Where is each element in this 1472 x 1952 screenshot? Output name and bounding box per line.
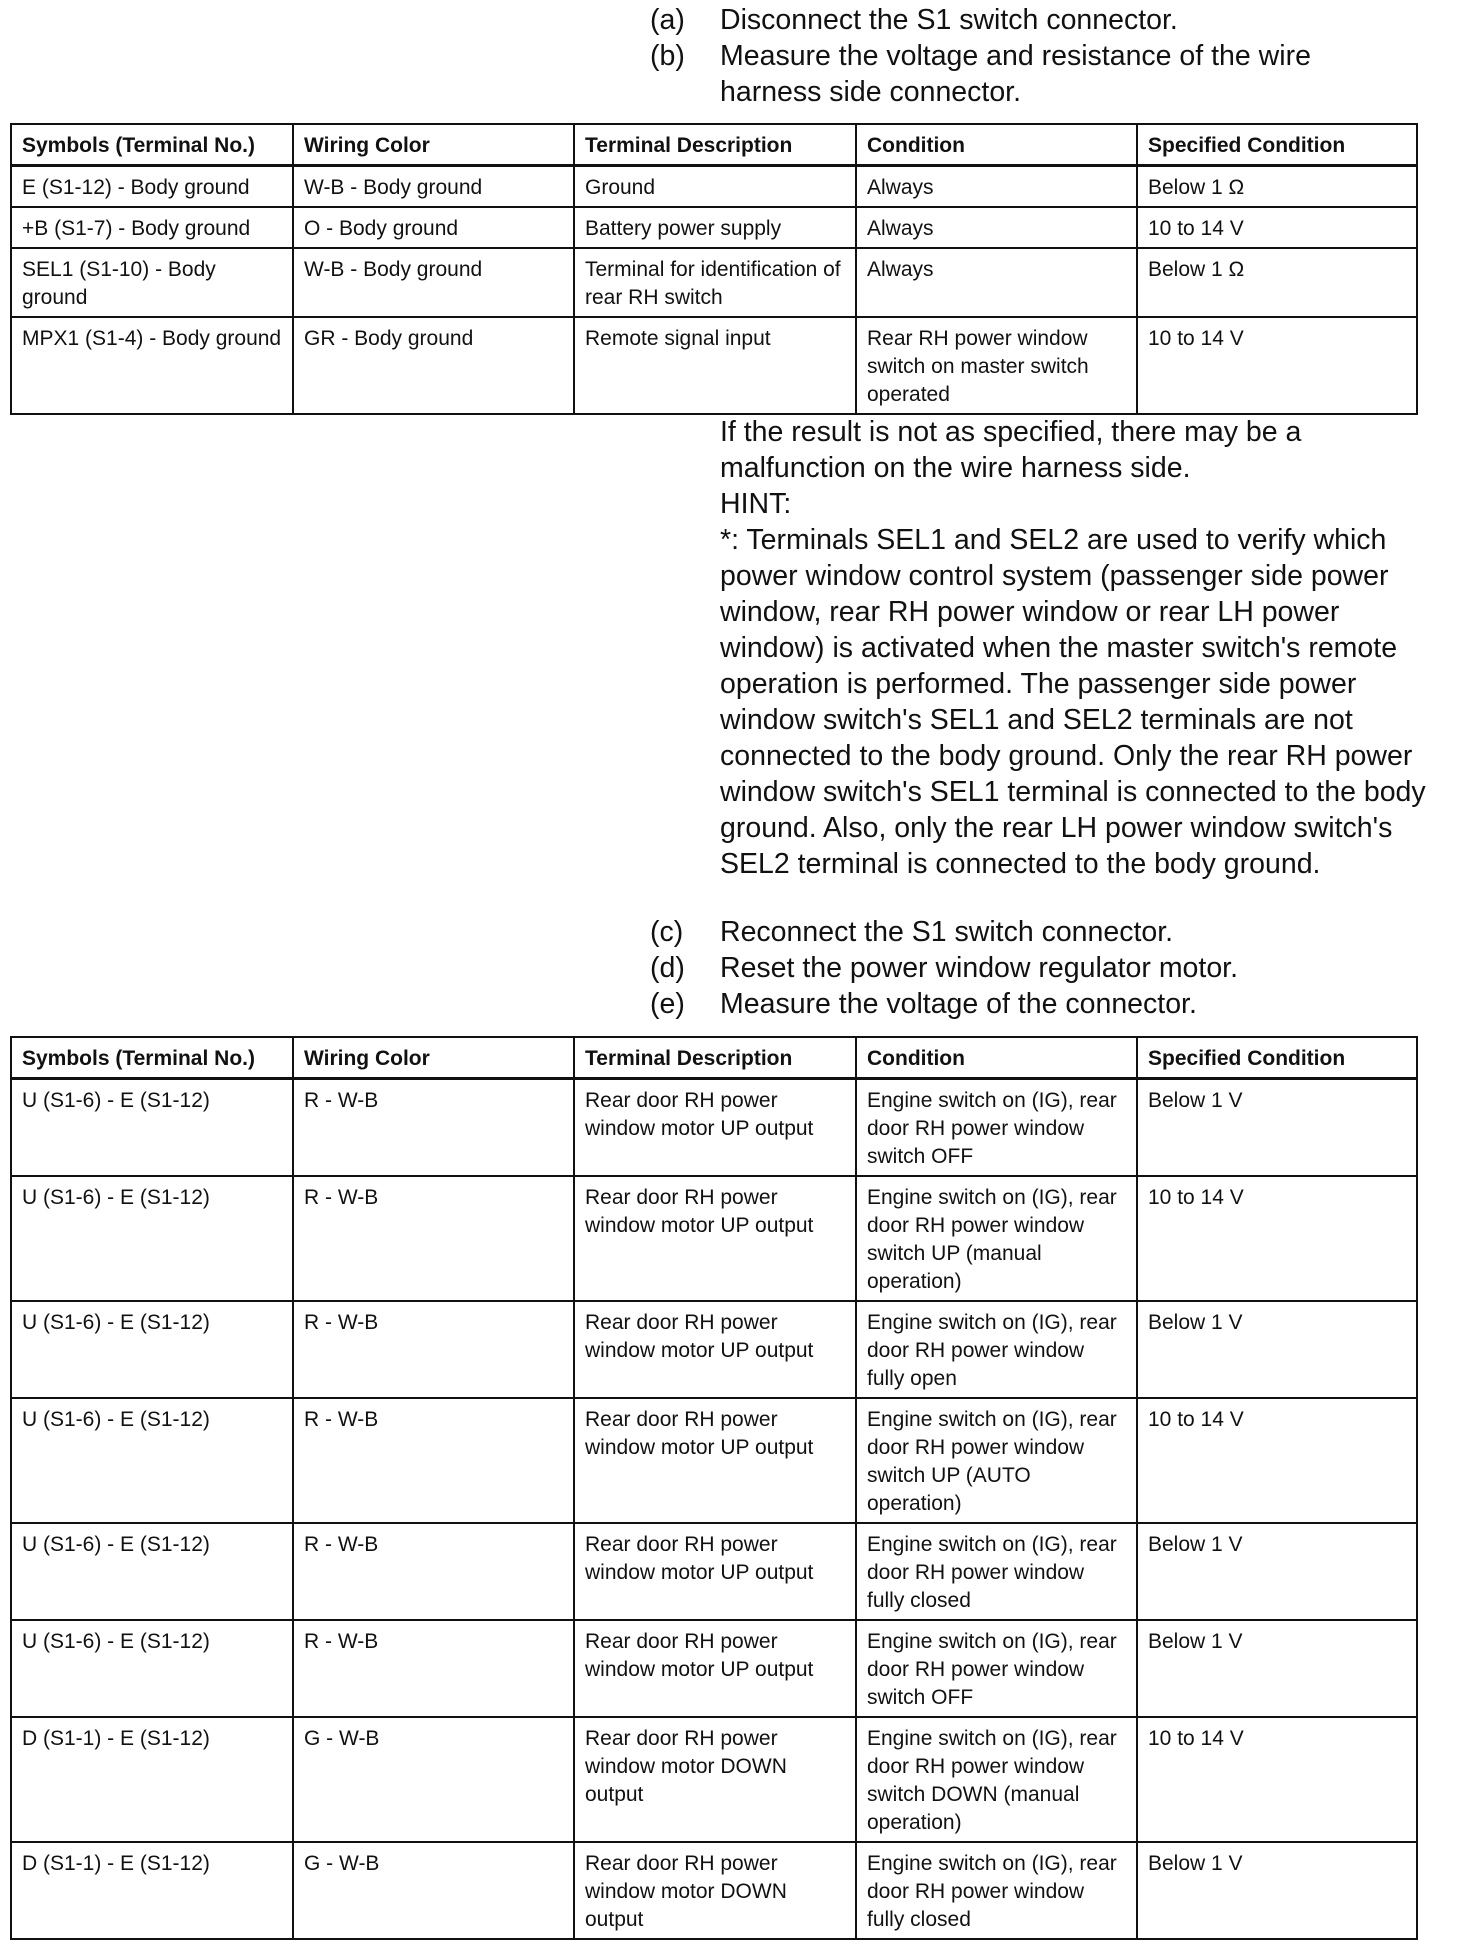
table-row <box>11 1398 1417 1523</box>
table-header-row <box>11 1037 1417 1079</box>
step-label: (c) <box>650 916 684 948</box>
hint-text: *: Terminals SEL1 and SEL2 are used to verify which power window control system (passenger side power window, rear RH power window or rear LH power window) is activated when the master switch's remote operation is performed. The passenger side power window switch's SEL1 and SEL2 terminals are not connected to the body ground. Only the rear RH power window switch's SEL1 terminal is connected to the body ground. Also, only the rear LH power window switch's SEL2 terminal is connected to the body ground. <box>720 524 1426 880</box>
table-cell: Engine switch on (IG), rear door RH power window switch DOWN (manual operation) <box>856 1717 1137 1842</box>
table-cell: E (S1-12) - Body ground <box>11 166 293 208</box>
table-cell: GR - Body ground <box>293 317 574 414</box>
table-cell: Rear RH power window switch on master switch operated <box>856 317 1137 414</box>
table-cell: O - Body ground <box>293 207 574 248</box>
table-cell: Rear door RH power window motor DOWN output <box>574 1717 856 1842</box>
column-header: Specified Condition <box>1137 124 1417 166</box>
table-cell: U (S1-6) - E (S1-12) <box>11 1176 293 1301</box>
step-c <box>650 914 1430 950</box>
table-row <box>11 1301 1417 1398</box>
table-row <box>11 317 1417 414</box>
table-row <box>11 1620 1417 1717</box>
step-label: (a) <box>650 4 685 36</box>
table-cell: Engine switch on (IG), rear door RH power window switch UP (AUTO operation) <box>856 1398 1137 1523</box>
table-cell: SEL1 (S1-10) - Body ground <box>11 248 293 317</box>
table-cell: 10 to 14 V <box>1137 1717 1417 1842</box>
table-cell: 10 to 14 V <box>1137 207 1417 248</box>
table-cell: Always <box>856 207 1137 248</box>
column-header: Symbols (Terminal No.) <box>11 124 293 166</box>
table-cell: D (S1-1) - E (S1-12) <box>11 1717 293 1842</box>
table-cell: Rear door RH power window motor UP output <box>574 1620 856 1717</box>
resistance-voltage-table <box>10 123 1418 415</box>
result-text: If the result is not as specified, there may be a malfunction on the wire harness side. <box>720 416 1302 484</box>
result-note <box>720 414 1430 882</box>
column-header: Terminal Description <box>574 124 856 166</box>
table-cell: Engine switch on (IG), rear door RH power window switch OFF <box>856 1620 1137 1717</box>
step-label: (b) <box>650 40 685 72</box>
table-row <box>11 1176 1417 1301</box>
table-cell: Rear door RH power window motor UP output <box>574 1176 856 1301</box>
table-row <box>11 1523 1417 1620</box>
step-a <box>650 2 1430 38</box>
step-label: (e) <box>650 988 685 1020</box>
table-cell: Below 1 V <box>1137 1620 1417 1717</box>
table-cell: Terminal for identification of rear RH switch <box>574 248 856 317</box>
step-text: Disconnect the S1 switch connector. <box>720 4 1178 36</box>
table-cell: Rear door RH power window motor UP output <box>574 1398 856 1523</box>
table-cell: Below 1 Ω <box>1137 166 1417 208</box>
step-label: (d) <box>650 952 685 984</box>
column-header: Wiring Color <box>293 124 574 166</box>
hint-label: HINT: <box>720 488 792 520</box>
table-cell: 10 to 14 V <box>1137 1398 1417 1523</box>
table-cell: Below 1 Ω <box>1137 248 1417 317</box>
table-cell: G - W-B <box>293 1717 574 1842</box>
table-cell: R - W-B <box>293 1398 574 1523</box>
table-cell: Below 1 V <box>1137 1301 1417 1398</box>
step-text: Measure the voltage and resistance of the wire harness side connector. <box>720 40 1311 108</box>
table-cell: R - W-B <box>293 1301 574 1398</box>
table-row <box>11 207 1417 248</box>
table-cell: G - W-B <box>293 1842 574 1939</box>
table-cell: Below 1 V <box>1137 1079 1417 1177</box>
table-cell: R - W-B <box>293 1523 574 1620</box>
step-text: Measure the voltage of the connector. <box>720 988 1197 1020</box>
table-cell: Engine switch on (IG), rear door RH power window fully closed <box>856 1523 1137 1620</box>
table-cell: D (S1-1) - E (S1-12) <box>11 1842 293 1939</box>
table-cell: Below 1 V <box>1137 1842 1417 1939</box>
table-cell: R - W-B <box>293 1620 574 1717</box>
table-cell: R - W-B <box>293 1079 574 1177</box>
table-cell: Rear door RH power window motor DOWN output <box>574 1842 856 1939</box>
step-d <box>650 950 1430 986</box>
table-cell: Engine switch on (IG), rear door RH power window switch OFF <box>856 1079 1137 1177</box>
table-row <box>11 1842 1417 1939</box>
table-row <box>11 1717 1417 1842</box>
step-e <box>650 986 1430 1022</box>
table-cell: MPX1 (S1-4) - Body ground <box>11 317 293 414</box>
table-cell: Engine switch on (IG), rear door RH power window fully closed <box>856 1842 1137 1939</box>
table-cell: R - W-B <box>293 1176 574 1301</box>
table-row <box>11 166 1417 208</box>
table-cell: Remote signal input <box>574 317 856 414</box>
column-header: Symbols (Terminal No.) <box>11 1037 293 1079</box>
table-cell: 10 to 14 V <box>1137 317 1417 414</box>
table-cell: U (S1-6) - E (S1-12) <box>11 1079 293 1177</box>
column-header: Condition <box>856 124 1137 166</box>
steps-bottom <box>650 914 1430 1022</box>
table-cell: Rear door RH power window motor UP output <box>574 1079 856 1177</box>
column-header: Wiring Color <box>293 1037 574 1079</box>
table-header-row <box>11 124 1417 166</box>
column-header: Condition <box>856 1037 1137 1079</box>
table-cell: 10 to 14 V <box>1137 1176 1417 1301</box>
voltage-table <box>10 1036 1418 1940</box>
table-row <box>11 1079 1417 1177</box>
table-row <box>11 248 1417 317</box>
step-text: Reconnect the S1 switch connector. <box>720 916 1174 948</box>
table-cell: W-B - Body ground <box>293 248 574 317</box>
table-cell: U (S1-6) - E (S1-12) <box>11 1398 293 1523</box>
table-cell: Engine switch on (IG), rear door RH power window fully open <box>856 1301 1137 1398</box>
table-cell: Rear door RH power window motor UP output <box>574 1523 856 1620</box>
table-cell: U (S1-6) - E (S1-12) <box>11 1620 293 1717</box>
step-b <box>650 38 1430 110</box>
table-cell: Battery power supply <box>574 207 856 248</box>
table-cell: Below 1 V <box>1137 1523 1417 1620</box>
table-cell: +B (S1-7) - Body ground <box>11 207 293 248</box>
table-cell: W-B - Body ground <box>293 166 574 208</box>
table-cell: Rear door RH power window motor UP output <box>574 1301 856 1398</box>
table-cell: U (S1-6) - E (S1-12) <box>11 1523 293 1620</box>
table-cell: Always <box>856 248 1137 317</box>
steps-top <box>650 2 1430 110</box>
column-header: Terminal Description <box>574 1037 856 1079</box>
column-header: Specified Condition <box>1137 1037 1417 1079</box>
table-cell: U (S1-6) - E (S1-12) <box>11 1301 293 1398</box>
table-cell: Ground <box>574 166 856 208</box>
table-cell: Engine switch on (IG), rear door RH power window switch UP (manual operation) <box>856 1176 1137 1301</box>
table-cell: Always <box>856 166 1137 208</box>
step-text: Reset the power window regulator motor. <box>720 952 1239 984</box>
